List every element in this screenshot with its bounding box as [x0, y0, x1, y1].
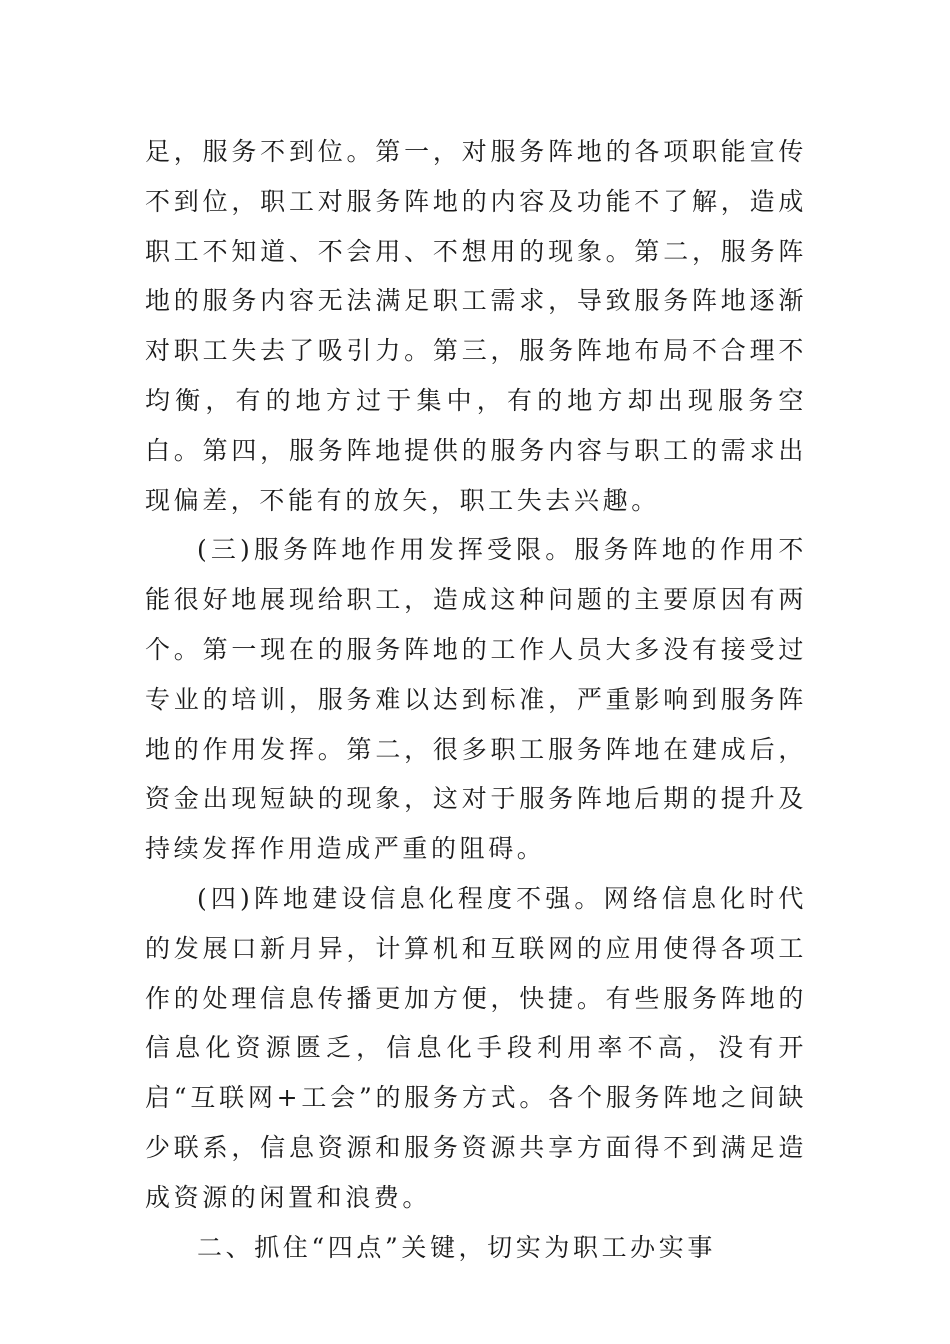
section-heading: 二、抓住“四点”关键，切实为职工办实事: [197, 1232, 716, 1262]
document-body: [145, 127, 807, 1272]
paragraph-section-three: (三)服务阵地作用发挥受限。服务阵地的作用不能很好地展现给职工，造成这种问题的主要原因有两个。第一现在的服务阵地的工作人员大多没有接受过专业的培训，服务难以达到标准，严重影响到服务阵地的作用发挥。第二，很多职工服务阵地在建成后，资金出现短缺的现象，这对于服务阵地后期的提升及持续发挥作用造成严重的阻碍。: [145, 535, 807, 864]
paragraph-continuation: 足，服务不到位。第一，对服务阵地的各项职能宣传不到位，职工对服务阵地的内容及功能不了解，造成职工不知道、不会用、不想用的现象。第二，服务阵地的服务内容无法满足职工需求，导致服务阵地逐渐对职工失去了吸引力。第三，服务阵地布局不合理不均衡，有的地方过于集中，有的地方却出现服务空白。第四，服务阵地提供的服务内容与职工的需求出现偏差，不能有的放矢，职工失去兴趣。: [145, 137, 807, 515]
paragraph-section-four: (四)阵地建设信息化程度不强。网络信息化时代的发展口新月异，计算机和互联网的应用使得各项工作的处理信息传播更加方便，快捷。有些服务阵地的信息化资源匮乏，信息化手段利用率不高，没有开启“互联网+工会”的服务方式。各个服务阵地之间缺少联系，信息资源和服务资源共享方面得不到满足造成资源的闲置和浪费。: [145, 883, 807, 1212]
